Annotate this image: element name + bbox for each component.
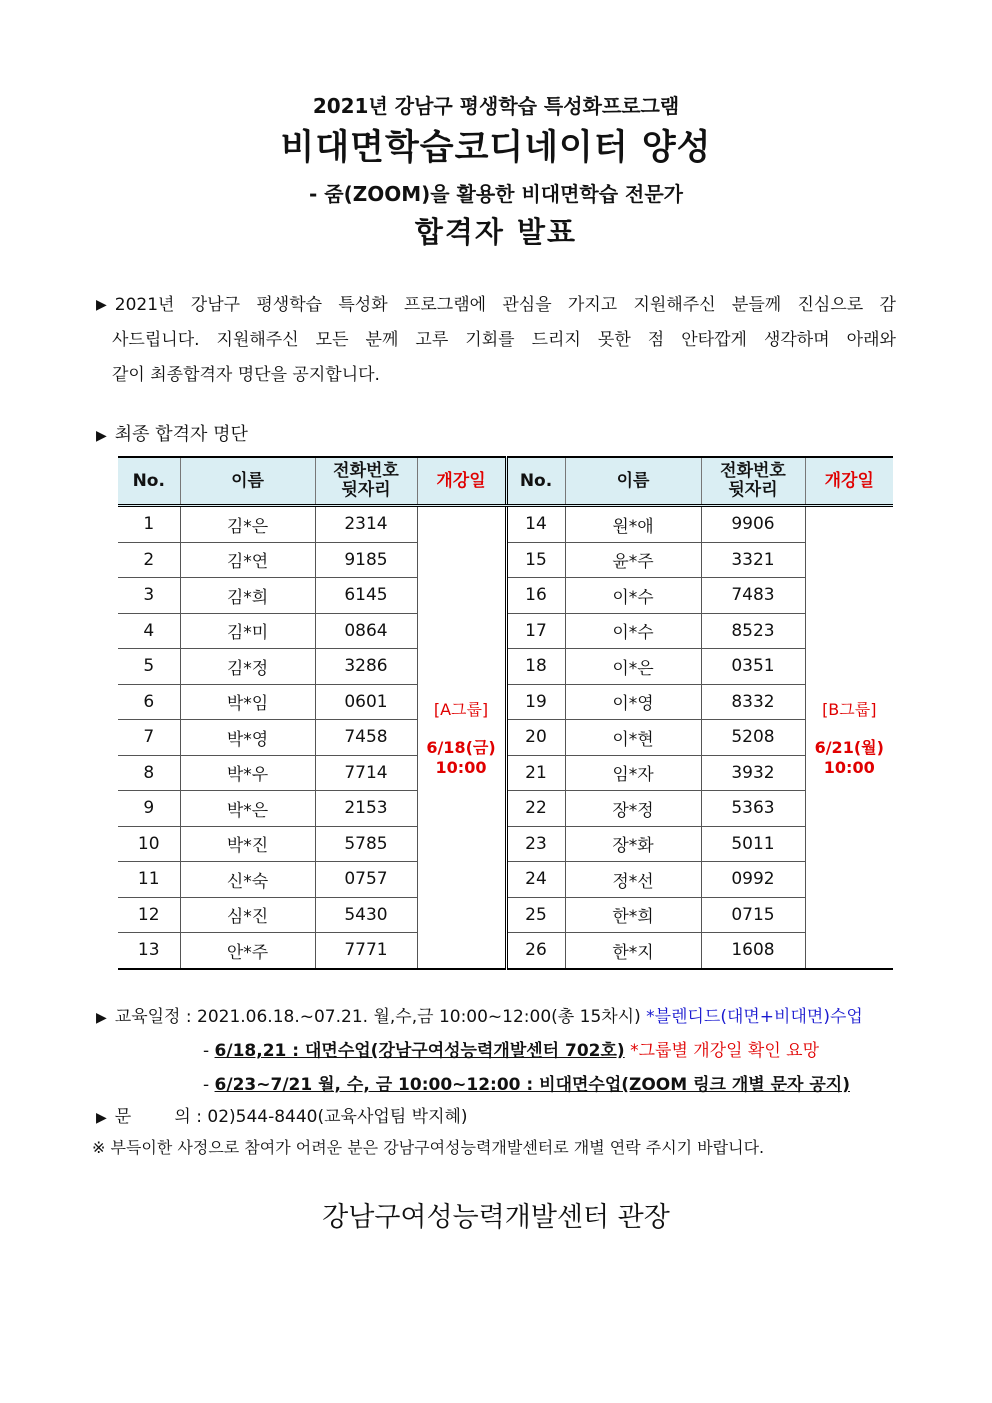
arrow-bullet-icon: ▶ (96, 297, 107, 313)
intro-line-3: 같이 최종합격자 명단을 공지합니다. (112, 365, 380, 385)
cell-name: 이*영 (565, 684, 701, 720)
schedule-item-1-note: *그룹별 개강일 확인 요망 (630, 1041, 820, 1061)
cell-no: 16 (506, 578, 565, 614)
intro-word: 프로그램에 (403, 295, 487, 315)
cell-name: 박*영 (180, 720, 315, 756)
cell-phone: 1608 (701, 933, 805, 969)
header-phone: 전화번호 뒷자리 (315, 457, 417, 506)
cell-phone: 5363 (701, 791, 805, 827)
intro-word: 못한 (597, 330, 631, 350)
cell-name: 김*연 (180, 542, 315, 578)
table-row (118, 506, 893, 543)
cell-name: 안*주 (180, 933, 315, 969)
cell-phone: 0351 (701, 649, 805, 685)
footer-signature: 강남구여성능력개발센터 관장 (322, 1202, 670, 1233)
intro-word: 2021년 (114, 295, 175, 315)
table-row (118, 933, 893, 969)
intro-word: 강남구 (190, 295, 241, 315)
cell-no: 11 (118, 862, 180, 898)
schedule-item-2: - 6/23~7/21 월, 수, 금 10:00~12:00 : 비대면수업(ZOOM 링크 개별 문자 공지) (203, 1075, 850, 1095)
schedule-note: *블렌디드(대면+비대면)수업 (646, 1007, 863, 1027)
table-row (118, 755, 893, 791)
table-row (118, 542, 893, 578)
cell-phone: 0864 (315, 613, 417, 649)
cell-phone: 5785 (315, 826, 417, 862)
cell-no: 1 (118, 506, 180, 543)
cell-phone: 8523 (701, 613, 805, 649)
intro-word: 지원해주신 (633, 295, 716, 315)
cell-phone: 0757 (315, 862, 417, 898)
cell-phone: 5430 (315, 897, 417, 933)
cell-no: 20 (506, 720, 565, 756)
list-title: ▶ 최종 합격자 명단 (96, 424, 248, 445)
intro-word: 아래와 (846, 330, 896, 350)
cell-no: 23 (506, 826, 565, 862)
cell-no: 6 (118, 684, 180, 720)
cell-phone: 3321 (701, 542, 805, 578)
cell-phone: 3932 (701, 755, 805, 791)
intro-word: 모든 (315, 330, 349, 350)
cell-no: 9 (118, 791, 180, 827)
header-no: No. (506, 457, 565, 506)
arrow-bullet-icon: ▶ (96, 1110, 107, 1126)
cell-name: 김*희 (180, 578, 315, 614)
cell-no: 13 (118, 933, 180, 969)
cell-name: 이*수 (565, 613, 701, 649)
group-b-date: 6/21(월) (814, 737, 884, 757)
cell-name: 이*현 (565, 720, 701, 756)
header-name: 이름 (565, 457, 701, 506)
cell-no: 14 (506, 506, 565, 543)
table-row (118, 578, 893, 614)
cell-name: 이*은 (565, 649, 701, 685)
cell-phone: 8332 (701, 684, 805, 720)
intro-word: 특성화 (338, 295, 388, 315)
header-phone: 전화번호 뒷자리 (701, 457, 805, 506)
table-header-row (118, 457, 893, 506)
cell-no: 18 (506, 649, 565, 685)
notice-text: ※ 부득이한 사정으로 참여가 어려운 분은 강남구여성능력개발센터로 개별 연락 주시기 바랍니다. (92, 1138, 765, 1157)
cell-no: 8 (118, 755, 180, 791)
intro-word: 분들께 (731, 295, 782, 315)
cell-name: 한*지 (565, 933, 701, 969)
intro-word: 고루 (415, 330, 449, 350)
cell-phone: 0715 (701, 897, 805, 933)
cell-no: 22 (506, 791, 565, 827)
arrow-bullet-icon: ▶ (96, 1010, 107, 1026)
cell-no: 2 (118, 542, 180, 578)
table-row (118, 720, 893, 756)
table-row (118, 826, 893, 862)
page-title: 비대면학습코디네이터 양성 (280, 128, 712, 168)
cell-name: 장*화 (565, 826, 701, 862)
intro-word: 관심을 (502, 295, 552, 315)
cell-no: 25 (506, 897, 565, 933)
cell-phone: 3286 (315, 649, 417, 685)
cell-phone: 7771 (315, 933, 417, 969)
cell-name: 심*진 (180, 897, 315, 933)
cell-name: 윤*주 (565, 542, 701, 578)
cell-name: 임*자 (565, 755, 701, 791)
cell-no: 12 (118, 897, 180, 933)
group-a-time: 10:00 (435, 757, 487, 777)
intro-word: 점 (647, 330, 665, 350)
schedule-item-1: - 6/18,21 : 대면수업(강남구여성능력개발센터 702호) *그룹별 개강일 확인 요망 (203, 1041, 820, 1061)
table-row (118, 862, 893, 898)
table-row (118, 613, 893, 649)
intro-word: 기회를 (465, 330, 515, 350)
intro-word: 안타깝게 (681, 330, 747, 350)
cell-no: 17 (506, 613, 565, 649)
header-no: No. (118, 457, 180, 506)
cell-phone: 2153 (315, 791, 417, 827)
header-start-date: 개강일 (417, 457, 506, 506)
cell-name: 김*정 (180, 649, 315, 685)
table-row (118, 649, 893, 685)
cell-name: 박*임 (180, 684, 315, 720)
cell-name: 김*은 (180, 506, 315, 543)
cell-phone: 9906 (701, 506, 805, 543)
cell-phone: 0601 (315, 684, 417, 720)
cell-phone: 7458 (315, 720, 417, 756)
intro-word: 평생학습 (256, 295, 323, 315)
cell-name: 원*애 (565, 506, 701, 543)
cell-no: 26 (506, 933, 565, 969)
intro-word: 감 (879, 295, 896, 315)
cell-phone: 2314 (315, 506, 417, 543)
cell-no: 24 (506, 862, 565, 898)
group-b-time: 10:00 (823, 757, 875, 777)
header-name: 이름 (180, 457, 315, 506)
cell-no: 10 (118, 826, 180, 862)
cell-name: 이*수 (565, 578, 701, 614)
cell-phone: 7714 (315, 755, 417, 791)
cell-phone: 0992 (701, 862, 805, 898)
group-b-start-date (805, 506, 893, 969)
group-b-name: [B그룹] (822, 699, 877, 719)
cell-name: 박*우 (180, 755, 315, 791)
cell-name: 김*미 (180, 613, 315, 649)
cell-no: 19 (506, 684, 565, 720)
cell-no: 3 (118, 578, 180, 614)
group-a-name: [A그룹] (433, 699, 489, 719)
group-a-date: 6/18(금) (426, 737, 496, 757)
header-start-date: 개강일 (805, 457, 893, 506)
cell-name: 정*선 (565, 862, 701, 898)
table-row (118, 897, 893, 933)
cell-phone: 9185 (315, 542, 417, 578)
arrow-bullet-icon: ▶ (96, 428, 107, 444)
cell-phone: 6145 (315, 578, 417, 614)
cell-name: 한*희 (565, 897, 701, 933)
cell-name: 장*정 (565, 791, 701, 827)
cell-name: 박*진 (180, 826, 315, 862)
cell-phone: 5011 (701, 826, 805, 862)
cell-no: 21 (506, 755, 565, 791)
intro-word: 가지고 (567, 295, 618, 315)
cell-no: 4 (118, 613, 180, 649)
cell-name: 박*은 (180, 791, 315, 827)
intro-word: 사드립니다. (112, 330, 200, 350)
schedule-line (96, 1002, 863, 1027)
intro-word: 분께 (365, 330, 399, 350)
program-subtitle: 2021년 강남구 평생학습 특성화프로그램 (312, 94, 680, 118)
title-description: - 줌(ZOOM)을 활용한 비대면학습 전문가 (308, 182, 683, 206)
intro-line-2 (96, 323, 896, 358)
table-row (118, 684, 893, 720)
contact-text: 문 의 : 02)544-8440(교육사업팀 박지혜) (114, 1107, 468, 1127)
cell-phone: 7483 (701, 578, 805, 614)
intro-line-1 (115, 288, 896, 323)
intro-paragraph (96, 288, 896, 393)
intro-word: 진심으로 (797, 295, 864, 315)
passers-table (118, 456, 893, 970)
intro-word: 생각하며 (763, 330, 830, 350)
group-a-start-date (417, 506, 506, 969)
intro-word: 지원해주신 (216, 330, 299, 350)
cell-name: 신*숙 (180, 862, 315, 898)
cell-phone: 5208 (701, 720, 805, 756)
schedule-label: 교육일정 : 2021.06.18.~07.21. 월,수,금 10:00~12:00(총 15차시) (114, 1007, 641, 1027)
announcement-title: 합격자 발표 (414, 215, 578, 249)
cell-no: 15 (506, 542, 565, 578)
table-row (118, 791, 893, 827)
intro-word: 드리지 (531, 330, 581, 350)
cell-no: 5 (118, 649, 180, 685)
contact-line (96, 1102, 468, 1127)
cell-no: 7 (118, 720, 180, 756)
